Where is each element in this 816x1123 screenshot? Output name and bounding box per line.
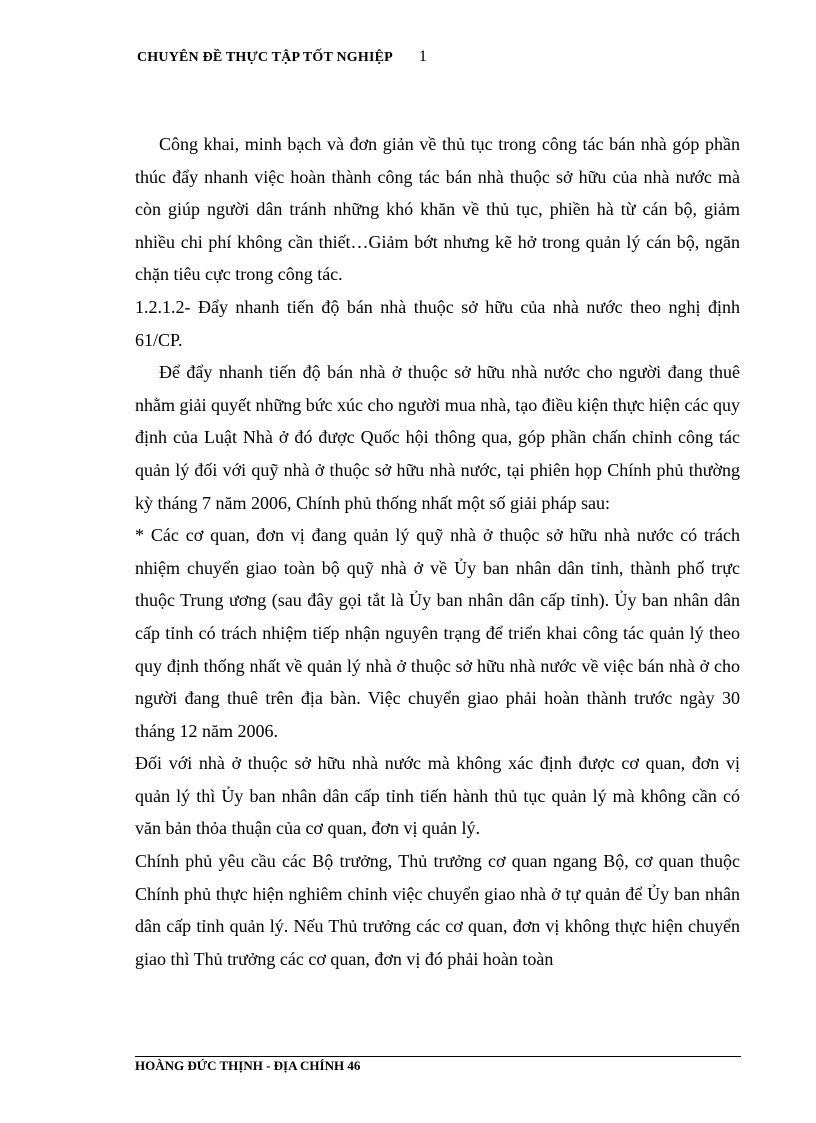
- document-body: [135, 128, 740, 975]
- page-number: 1: [418, 48, 428, 65]
- section-heading: 1.2.1.2- Đẩy nhanh tiến độ bán nhà thuộc sở hữu của nhà nước theo nghị định 61/CP.: [135, 296, 740, 350]
- footer-divider: [135, 1056, 741, 1057]
- body-paragraph: Đối với nhà ở thuộc sở hữu nhà nước mà không xác định được cơ quan, đơn vị quản lý thì Ủy ban nhân dân cấp tỉnh tiến hành thủ tục quản lý mà không cần có văn bản thỏa thuận của cơ quan, đơn vị quản lý.: [135, 753, 740, 839]
- header-title: CHUYÊN ĐỀ THỰC TẬP TỐT NGHIỆP: [137, 50, 393, 65]
- page-header: [137, 48, 427, 66]
- page-footer: HOÀNG ĐỨC THỊNH - ĐỊA CHÍNH 46: [135, 1058, 361, 1073]
- body-paragraph: Chính phủ yêu cầu các Bộ trưởng, Thủ trưởng cơ quan ngang Bộ, cơ quan thuộc Chính phủ thực hiện nghiêm chỉnh việc chuyển giao nhà ở tự quản để Ủy ban nhân dân cấp tỉnh quản lý. Nếu Thủ trưởng các cơ quan, đơn vị không thực hiện chuyển giao thì Thủ trưởng các cơ quan, đơn vị đó phải hoàn toàn: [135, 851, 740, 969]
- body-paragraph: Công khai, minh bạch và đơn giản về thủ tục trong công tác bán nhà góp phần thúc đẩy nhanh việc hoàn thành công tác bán nhà thuộc sở hữu của nhà nước mà còn giúp người dân tránh những khó khăn về thủ tục, phiền hà từ cán bộ, giảm nhiều chi phí không cần thiết…Giảm bớt nhưng kẽ hở trong quản lý cán bộ, ngăn chặn tiêu cực trong công tác.: [135, 134, 740, 285]
- body-paragraph: * Các cơ quan, đơn vị đang quản lý quỹ nhà ở thuộc sở hữu nhà nước có trách nhiệm chuyển giao toàn bộ quỹ nhà ở về Ủy ban nhân dân tỉnh, thành phố trực thuộc Trung ương (sau đây gọi tắt là Ủy ban nhân dân cấp tỉnh). Ủy ban nhân dân cấp tỉnh có trách nhiệm tiếp nhận nguyên trạng để triển khai công tác quản lý theo quy định thống nhất về quản lý nhà ở thuộc sở hữu nhà nước về việc bán nhà ở cho người đang thuê trên địa bàn. Việc chuyển giao phải hoàn thành trước ngày 30 tháng 12 năm 2006.: [135, 525, 740, 741]
- body-paragraph: Để đẩy nhanh tiến độ bán nhà ở thuộc sở hữu nhà nước cho người đang thuê nhằm giải quyết những bức xúc cho người mua nhà, tạo điều kiện thực hiện các quy định của Luật Nhà ở đó được Quốc hội thông qua, góp phần chấn chỉnh công tác quản lý đối với quỹ nhà ở thuộc sở hữu nhà nước, tại phiên họp Chính phủ thường kỳ tháng 7 năm 2006, Chính phủ thống nhất một số giải pháp sau:: [135, 362, 740, 513]
